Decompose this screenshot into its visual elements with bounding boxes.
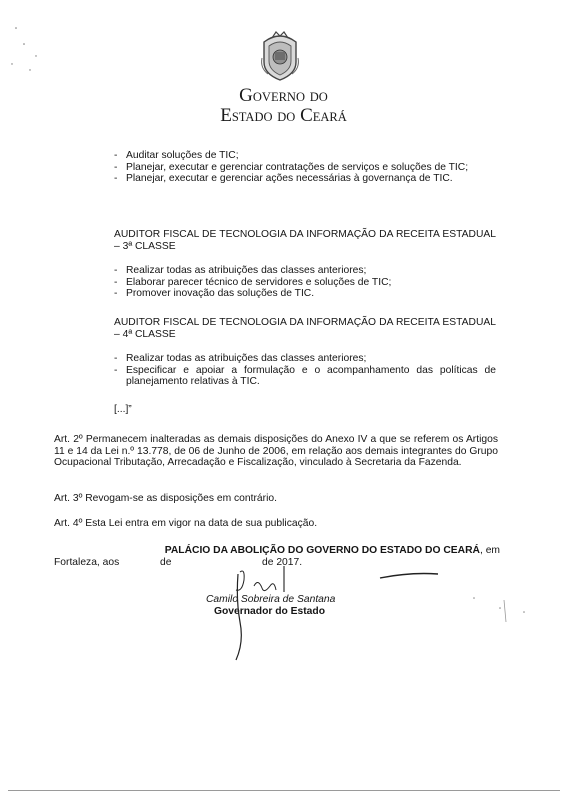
header-governo: GOVERNO DO bbox=[239, 85, 328, 106]
footer-divider bbox=[8, 790, 560, 791]
article-2: Art. 2º Permanecem inalteradas as demais disposições do Anexo IV a que se referem os Artigos 11 e 14 da Lei n.º 13.778, de 06 de Junho de 2006, em relação aos demais integrantes do Grupo Ocupacional Tributação, Arrecadação e Fiscalização, vinculado à Secretaria da Fazenda. bbox=[54, 434, 498, 469]
list-item: - Planejar, executar e gerenciar ações necessárias à governança de TIC. bbox=[114, 173, 496, 185]
article-3: Art. 3º Revogam-se as disposições em contrário. bbox=[54, 493, 277, 504]
class-heading-3: AUDITOR FISCAL DE TECNOLOGIA DA INFORMAÇÃO DA RECEITA ESTADUAL – 3ª CLASSE bbox=[114, 229, 496, 252]
closing-date-year: de 2017. bbox=[262, 557, 303, 568]
list-item: - Elaborar parecer técnico de servidores e soluções de TIC; bbox=[114, 277, 496, 289]
article-4: Art. 4º Esta Lei entra em vigor na data de sua publicação. bbox=[54, 518, 318, 529]
list-item: - Auditar soluções de TIC; bbox=[114, 150, 496, 162]
closing-date-de: de bbox=[160, 557, 172, 568]
ellipsis-quote-end: [...]” bbox=[114, 404, 132, 415]
list-item: - Planejar, executar e gerenciar contratações de serviços e soluções de TIC; bbox=[114, 162, 496, 174]
class-heading-4: AUDITOR FISCAL DE TECNOLOGIA DA INFORMAÇÃO DA RECEITA ESTADUAL – 4ª CLASSE bbox=[114, 317, 496, 340]
palacio-title: PALÁCIO DA ABOLIÇÃO DO GOVERNO DO ESTADO DO CEARÁ bbox=[164, 545, 480, 556]
closing-line-1: PALÁCIO DA ABOLIÇÃO DO GOVERNO DO ESTADO DO CEARÁ, em bbox=[164, 545, 500, 556]
header-estado: ESTADO DO CEARÁ bbox=[220, 105, 347, 126]
list-item: - Realizar todas as atribuições das classes anteriores; bbox=[114, 353, 496, 365]
list-item: - Promover inovação das soluções de TIC. bbox=[114, 288, 496, 300]
signatory-name: Camilo Sobreira de Santana bbox=[206, 594, 336, 605]
signatory-role: Governador do Estado bbox=[214, 606, 325, 617]
closing-date-place: Fortaleza, aos bbox=[54, 557, 120, 568]
list-item: - Especificar e apoiar a formulação e o acompanhamento das políticas de planejamento relativas à TIC. bbox=[114, 365, 496, 388]
list-item: - Realizar todas as atribuições das classes anteriores; bbox=[114, 265, 496, 277]
